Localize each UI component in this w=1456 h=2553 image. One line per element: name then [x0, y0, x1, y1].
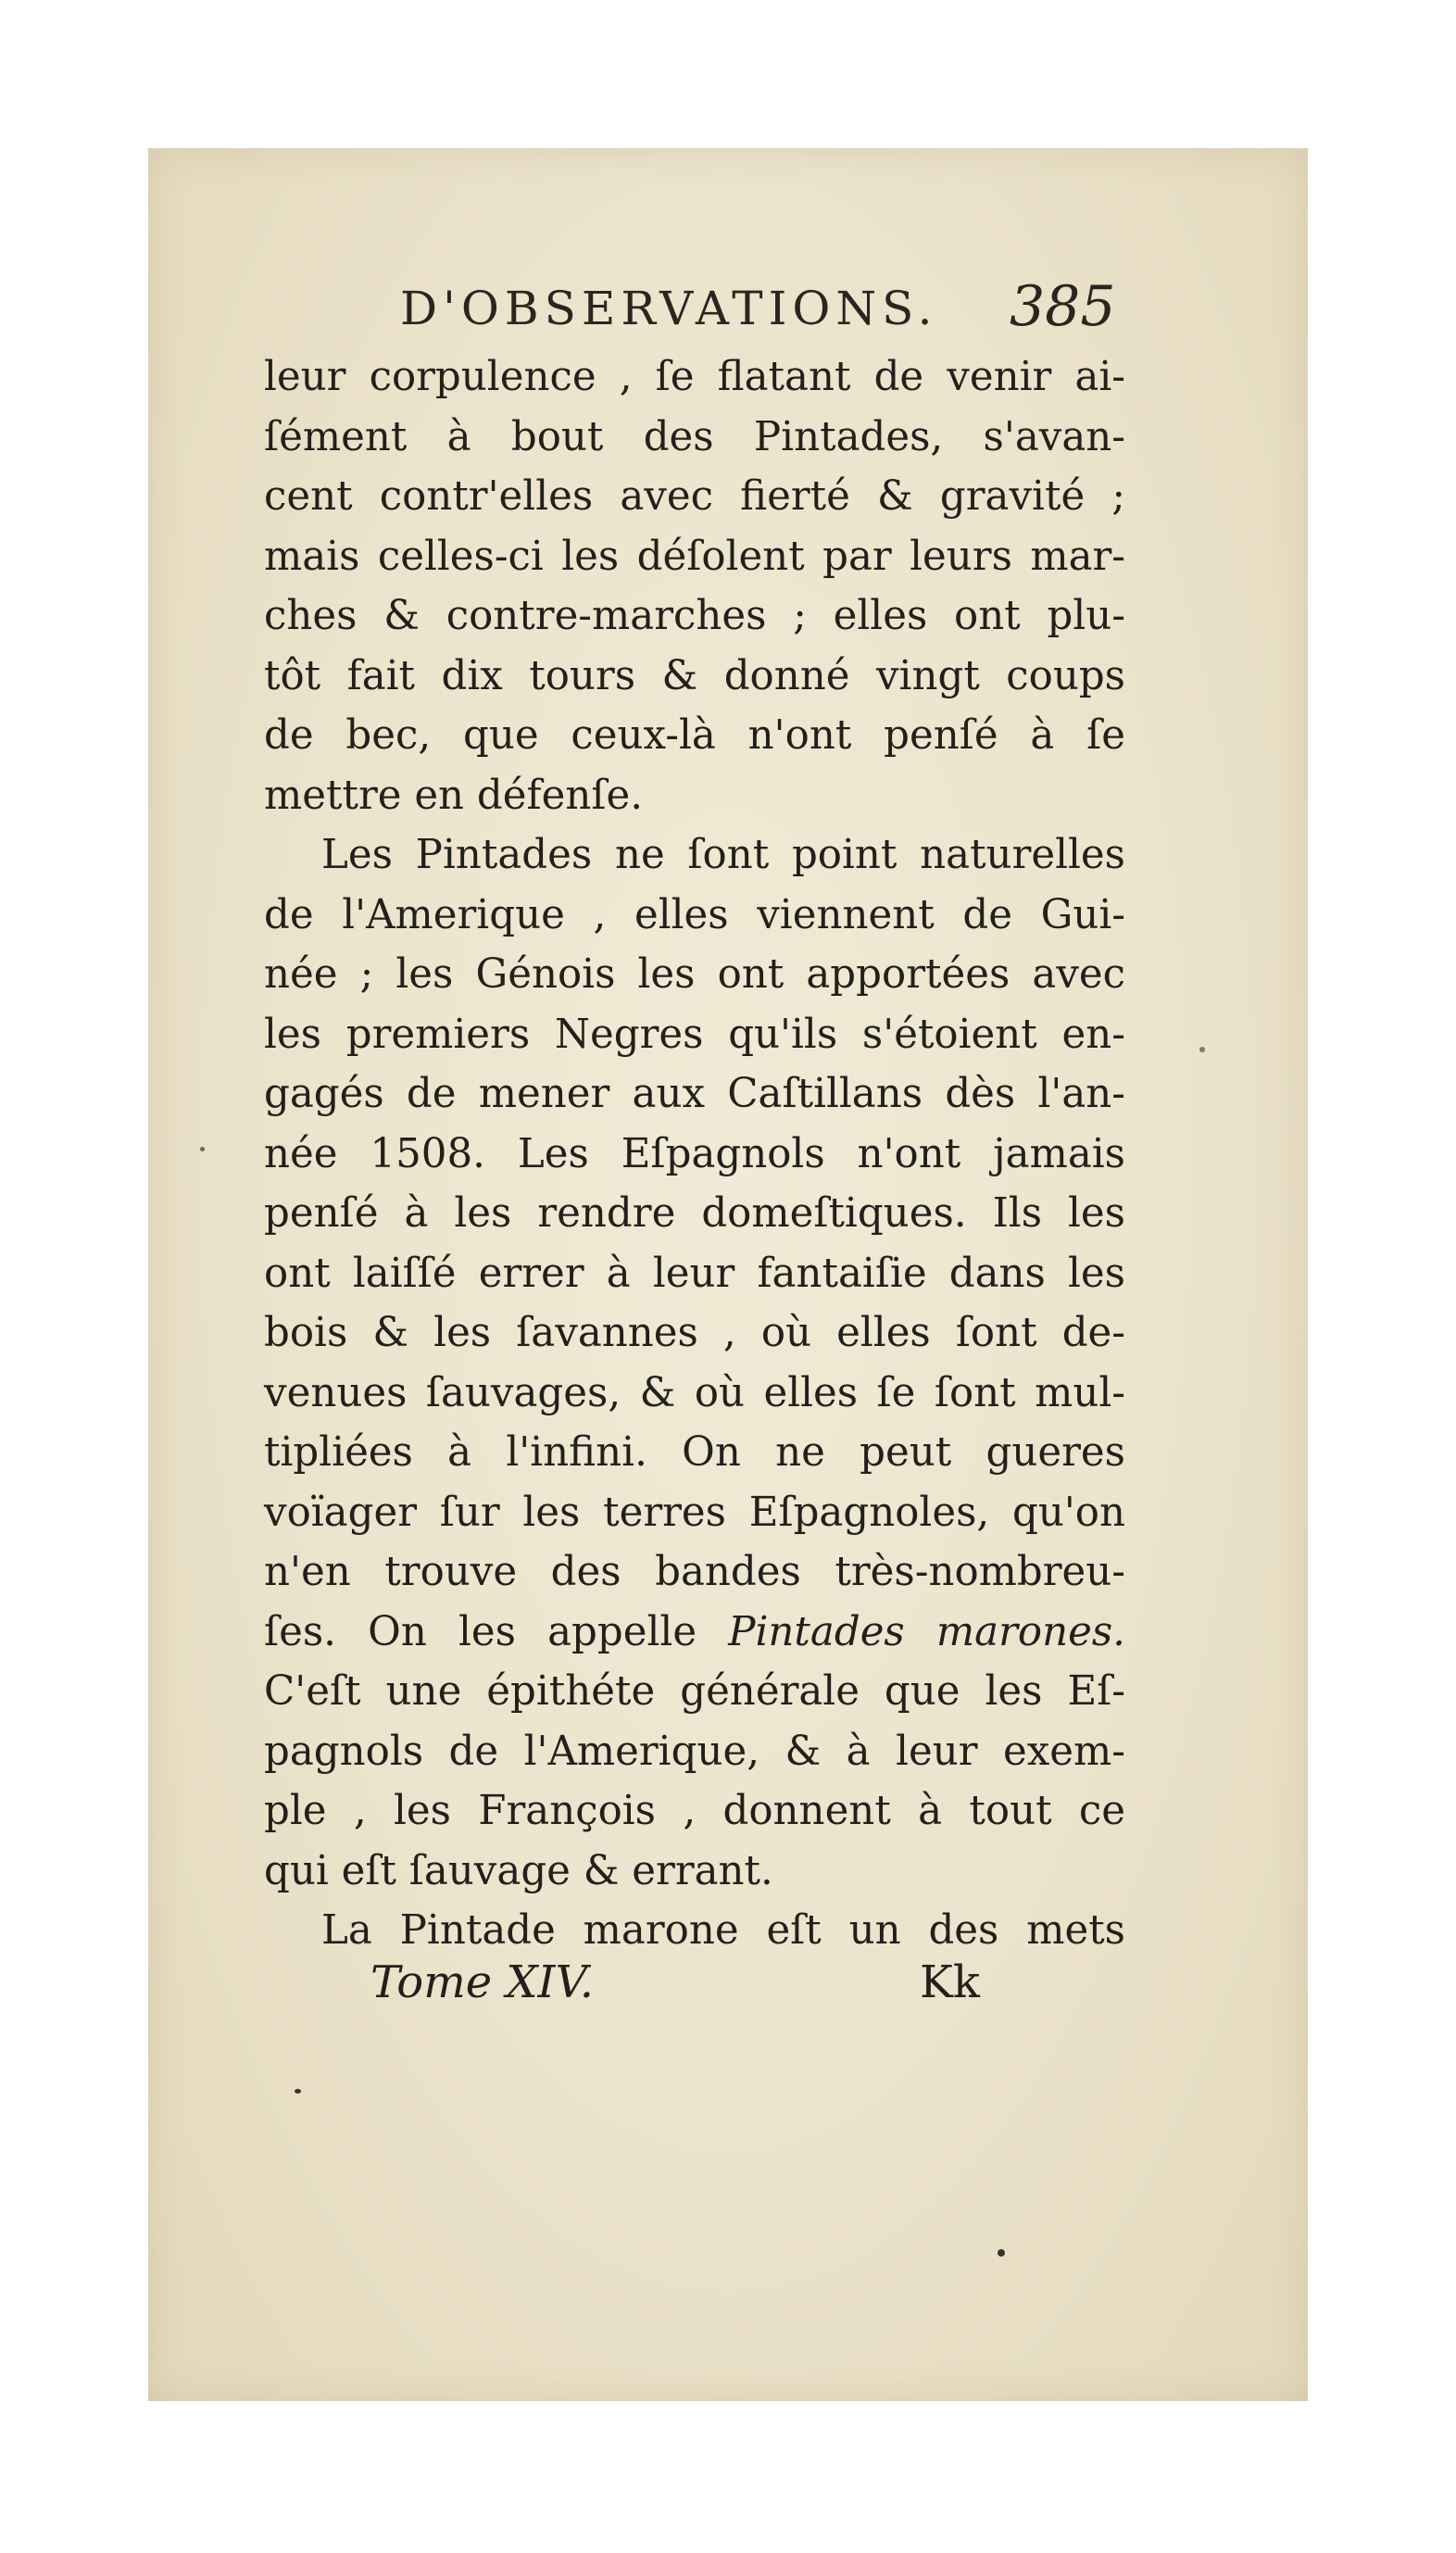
text-line-start: ſes. On les appelle [264, 1608, 729, 1655]
text-line: La Pintade marone eſt un des mets [321, 1907, 1125, 1954]
volume-number: Tome XIV. [370, 1956, 595, 2008]
text-line: de bec, que ceux-là n'ont penſé à ſe [264, 712, 1125, 759]
text-line: n'en trouve des bandes très-nombreu- [264, 1549, 1125, 1595]
text-line: née 1508. Les Eſpagnols n'ont jamais [264, 1130, 1125, 1177]
text-line: ſément à bout des Pintades, s'avan- [264, 413, 1125, 460]
text-line: C'eſt une épithéte générale que les Eſ- [264, 1668, 1125, 1715]
running-head: D'OBSERVATIONS. [400, 282, 938, 335]
page-footer [148, 1956, 1308, 2031]
text-line: voïager ſur les terres Eſpagnoles, qu'on [264, 1489, 1125, 1536]
text-line-with-italic [264, 1603, 1125, 1663]
text-line: venues ſauvages, & où elles ſe ſont mul- [264, 1369, 1125, 1416]
text-line: tipliées à l'infini. On ne peut gueres [264, 1429, 1125, 1476]
text-line: tôt fait dix tours & donné vingt coups [264, 652, 1125, 699]
ink-speck [998, 2249, 1005, 2257]
text-line: née ; les Génois les ont apportées avec [264, 951, 1125, 998]
text-line: ont laiſſé errer à leur fantaiſie dans les [264, 1250, 1125, 1297]
italic-term: Pintades marones. [728, 1608, 1125, 1655]
text-line: ple , les François , donnent à tout ce [264, 1788, 1125, 1834]
text-line: mettre en défenſe. [264, 772, 644, 819]
text-line: pagnols de l'Amerique, & à leur exem- [264, 1728, 1125, 1775]
text-line: de l'Amerique , elles viennent de Gui- [264, 891, 1125, 938]
text-line: cent contr'elles avec fierté & gravité ; [264, 473, 1125, 520]
text-line: mais celles-ci les déſolent par leurs mar- [264, 533, 1125, 580]
text-line: gagés de mener aux Caſtillans dès l'an- [264, 1071, 1125, 1117]
text-line: ches & contre-marches ; elles ont plu- [264, 593, 1125, 639]
text-line: qui eſt ſauvage & errant. [264, 1847, 773, 1894]
text-line: penſé à les rendre domeſtiques. Ils les [264, 1190, 1125, 1237]
signature-mark: Kk [920, 1956, 980, 2008]
ink-speck [295, 2089, 301, 2094]
text-line: Les Pintades ne ſont point naturelles [321, 832, 1125, 878]
body-text [264, 347, 1125, 1961]
book-page [148, 148, 1308, 2401]
ink-speck [200, 1147, 205, 1151]
ink-speck [1199, 1047, 1205, 1052]
page-header [148, 269, 1308, 352]
text-line: les premiers Negres qu'ils s'étoient en- [264, 1011, 1125, 1058]
text-line: bois & les ſavannes , où elles ſont de- [264, 1310, 1125, 1356]
page-number: 385 [1010, 274, 1116, 339]
text-line: leur corpulence , ſe flatant de venir ai- [264, 354, 1125, 400]
